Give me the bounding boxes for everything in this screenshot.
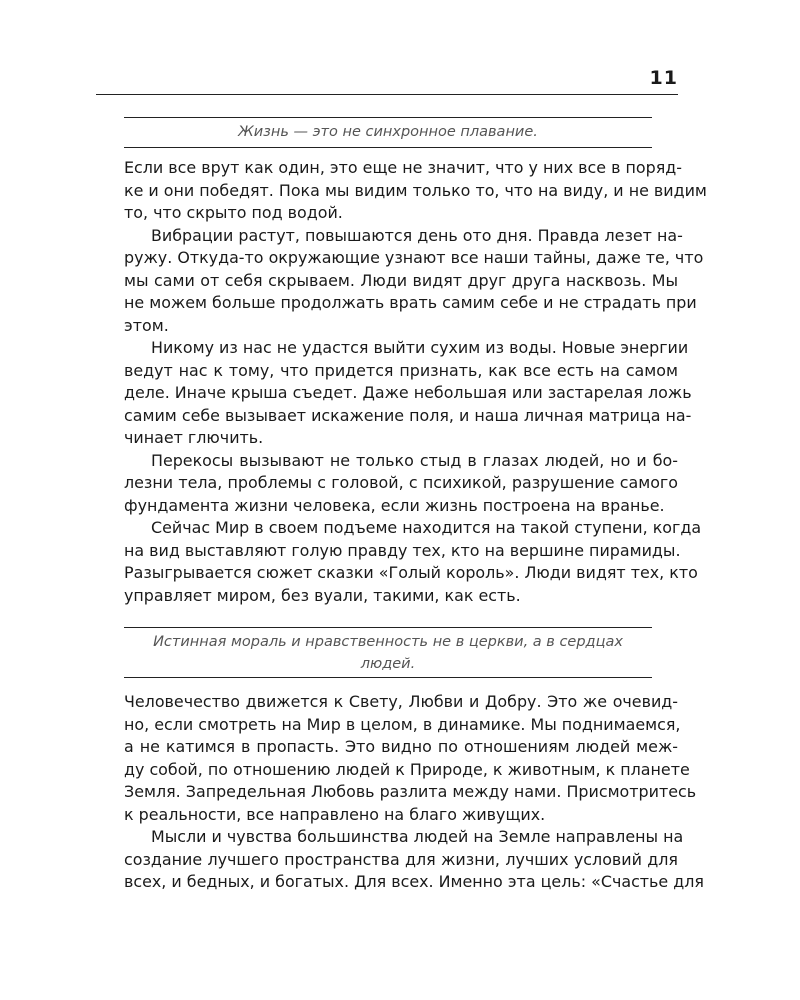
text-line: но, если смотреть на Мир в целом, в динамике. Мы поднимаемся, — [124, 714, 681, 734]
text-line: ду собой, по отношению людей к Природе, к животным, к планете — [124, 759, 690, 779]
text-line: на вид выставляют голую правду тех, кто на вершине пирамиды. — [124, 540, 681, 560]
text-line: мы сами от себя скрываем. Люди видят друг друга насквозь. Мы — [124, 270, 678, 290]
text-line: ке и они победят. Пока мы видим только то, что на виду, и не видим — [124, 180, 707, 200]
text-line: управляет миром, без вуали, такими, как есть. — [124, 585, 521, 605]
epigraph-2 — [124, 627, 652, 678]
text-line: этом. — [124, 315, 169, 335]
text-line: Никому из нас не удастся выйти сухим из воды. Новые энергии — [151, 338, 689, 357]
text-line: к реальности, все направлено на благо живущих. — [124, 804, 546, 824]
text-line: фундамента жизни человека, если жизнь построена на вранье. — [124, 495, 665, 515]
text-line: не можем больше продолжать врать самим себе и не страдать при — [124, 293, 697, 312]
text-line: чинает глючить. — [124, 428, 264, 447]
text-line: то, что скрыто под водой. — [124, 203, 343, 222]
epigraph-2-line-1: Истинная мораль и нравственность не в церкви, а в сердцах — [153, 634, 623, 650]
text-line: всех, и бедных, и богатых. Для всех. Именно эта цель: «Счастье для — [124, 872, 704, 891]
text-line: самим себе вызывает искажение поля, и наша личная матрица на- — [124, 405, 692, 425]
text-block-2 — [124, 691, 704, 894]
text-line: Земля. Запредельная Любовь разлита между нами. Присмотритесь — [124, 782, 697, 801]
text-block-1 — [124, 157, 707, 607]
text-line: Мысли и чувства большинства людей на Земле направлены на — [151, 827, 684, 846]
epigraph-1: Жизнь — это не синхронное плавание. — [124, 117, 652, 148]
epigraph-2-line-2: людей. — [360, 656, 416, 672]
text-line: Разыгрывается сюжет сказки «Голый король». Люди видят тех, кто — [124, 563, 698, 582]
text-line: ведут нас к тому, что придется признать, как все есть на самом — [124, 360, 678, 380]
page-number: 11 — [649, 67, 678, 89]
text-line: Сейчас Мир в своем подъеме находится на такой ступени, когда — [151, 518, 702, 537]
text-line: а не катимся в пропасть. Это видно по отношениям людей меж- — [124, 737, 678, 756]
text-line: создание лучшего пространства для жизни, лучших условий для — [124, 849, 678, 869]
text-line: ружу. Откуда-то окружающие узнают все наши тайны, даже те, что — [124, 248, 704, 267]
text-line: Человечество движется к Свету, Любви и Добру. Это же очевид- — [124, 692, 678, 711]
text-line: Вибрации растут, повышаются день ото дня. Правда лезет на- — [151, 225, 683, 245]
text-line: Если все врут как один, это еще не значит, что у них все в поряд- — [124, 158, 682, 177]
text-line: Перекосы вызывают не только стыд в глазах людей, но и бо- — [151, 450, 678, 470]
text-line: деле. Иначе крыша съедет. Даже небольшая или застарелая ложь — [124, 383, 692, 402]
text-line: лезни тела, проблемы с головой, с психикой, разрушение самого — [124, 473, 678, 492]
header-rule — [96, 94, 678, 95]
